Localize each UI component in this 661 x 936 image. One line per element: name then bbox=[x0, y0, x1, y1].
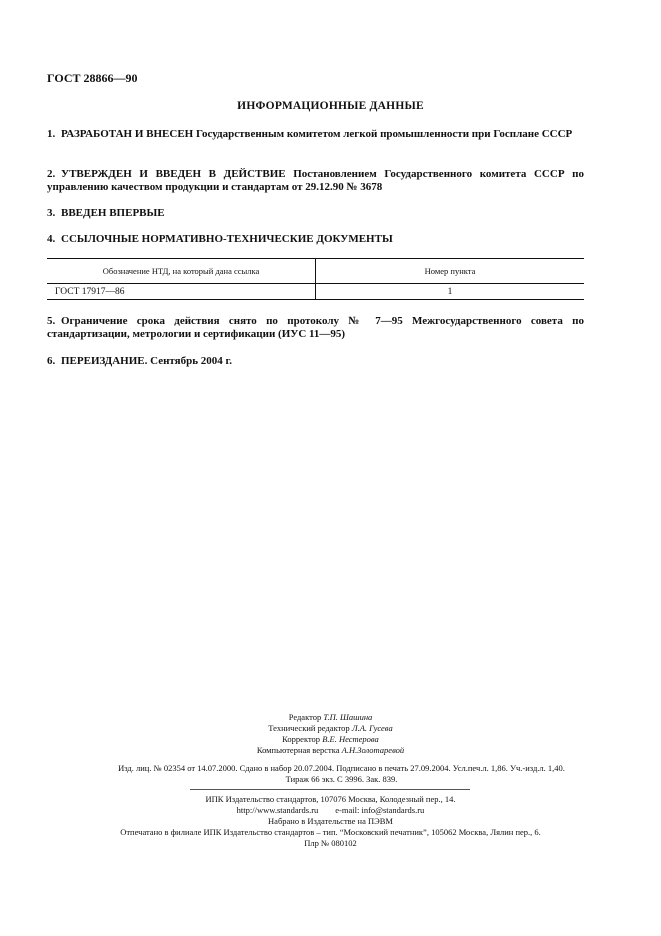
credit-line: Компьютерная верстка А.Н.Золотаревой bbox=[256, 745, 405, 755]
item-heading: ПЕРЕИЗДАНИЕ. bbox=[61, 355, 148, 367]
divider bbox=[190, 789, 470, 790]
publisher-line: ИПК Издательство стандартов, 107076 Москва, Колодезный пер., 14. bbox=[205, 794, 456, 804]
page-title: ИНФОРМАЦИОННЫЕ ДАННЫЕ bbox=[237, 100, 424, 112]
item-heading: ССЫЛОЧНЫЕ НОРМАТИВНО-ТЕХНИЧЕСКИЕ ДОКУМЕНТЫ bbox=[61, 233, 393, 245]
publication-info bbox=[47, 763, 636, 785]
info-item-6 bbox=[47, 355, 584, 368]
credit-line: Технический редактор Л.А. Гусева bbox=[268, 723, 393, 733]
document-code: ГОСТ 28866—90 bbox=[47, 71, 138, 85]
editorial-credits bbox=[0, 712, 661, 756]
item-number: 2. bbox=[47, 168, 56, 180]
info-item-1 bbox=[47, 128, 584, 141]
publisher-line: Плр № 080102 bbox=[304, 838, 357, 848]
publication-info-line: Тираж 66 экз. С 3996. Зак. 839. bbox=[285, 774, 398, 784]
item-number: 4. bbox=[47, 233, 56, 245]
item-heading: УТВЕРЖДЕН И ВВЕДЕН В ДЕЙСТВИЕ bbox=[61, 168, 286, 180]
publisher-line: http://www.standards.ru e-mail: info@standards.ru bbox=[236, 805, 425, 815]
publisher-line: Отпечатано в филиале ИПК Издательство стандартов – тип. “Московский печатник”, 105062 Москва, Лялин пер., 6. bbox=[120, 827, 541, 837]
info-item-5 bbox=[47, 315, 584, 341]
info-item-3 bbox=[47, 207, 584, 220]
cell-designation: ГОСТ 17917—86 bbox=[47, 284, 316, 300]
table-header-row bbox=[47, 259, 584, 284]
column-header-clause: Номер пункта bbox=[316, 259, 585, 284]
item-heading: РАЗРАБОТАН И ВНЕСЕН bbox=[61, 128, 194, 140]
item-number: 3. bbox=[47, 207, 56, 219]
table-row bbox=[47, 284, 584, 300]
publisher-info bbox=[0, 794, 661, 849]
publisher-line: Набрано в Издательстве на ПЭВМ bbox=[268, 816, 393, 826]
column-header-designation: Обозначение НТД, на который дана ссылка bbox=[47, 259, 316, 284]
reference-documents-table bbox=[47, 258, 584, 300]
item-body: Постановлением Государственного комитета СССР по управлению качеством продукции и стандартам от 29.12.90 № 3678 bbox=[47, 168, 585, 193]
item-body: Государственным комитетом легкой промышленности при Госплане СССР bbox=[193, 128, 573, 140]
credit-line: Редактор Т.П. Шашина bbox=[288, 712, 373, 722]
item-number: 6. bbox=[47, 355, 56, 367]
item-number: 5. bbox=[47, 315, 56, 327]
info-item-4 bbox=[47, 233, 584, 246]
item-heading: ВВЕДЕН ВПЕРВЫЕ bbox=[61, 207, 165, 219]
cell-clause: 1 bbox=[316, 284, 585, 300]
info-item-2 bbox=[47, 168, 584, 194]
item-body: Сентябрь 2004 г. bbox=[147, 355, 233, 367]
credit-line: Корректор В.Е. Нестерова bbox=[282, 734, 379, 744]
publication-info-line: Изд. лиц. № 02354 от 14.07.2000. Сдано в набор 20.07.2004. Подписано в печать 27.09.2004. Усл.печ.л. 1,86. Уч.-изд.л. 1,40. bbox=[118, 763, 565, 773]
item-body: Ограничение срока действия снято по протоколу № 7—95 Межгосударственного совета по стандартизации, метрологии и сертификации (ИУС 11—95) bbox=[47, 315, 584, 340]
item-number: 1. bbox=[47, 128, 56, 140]
